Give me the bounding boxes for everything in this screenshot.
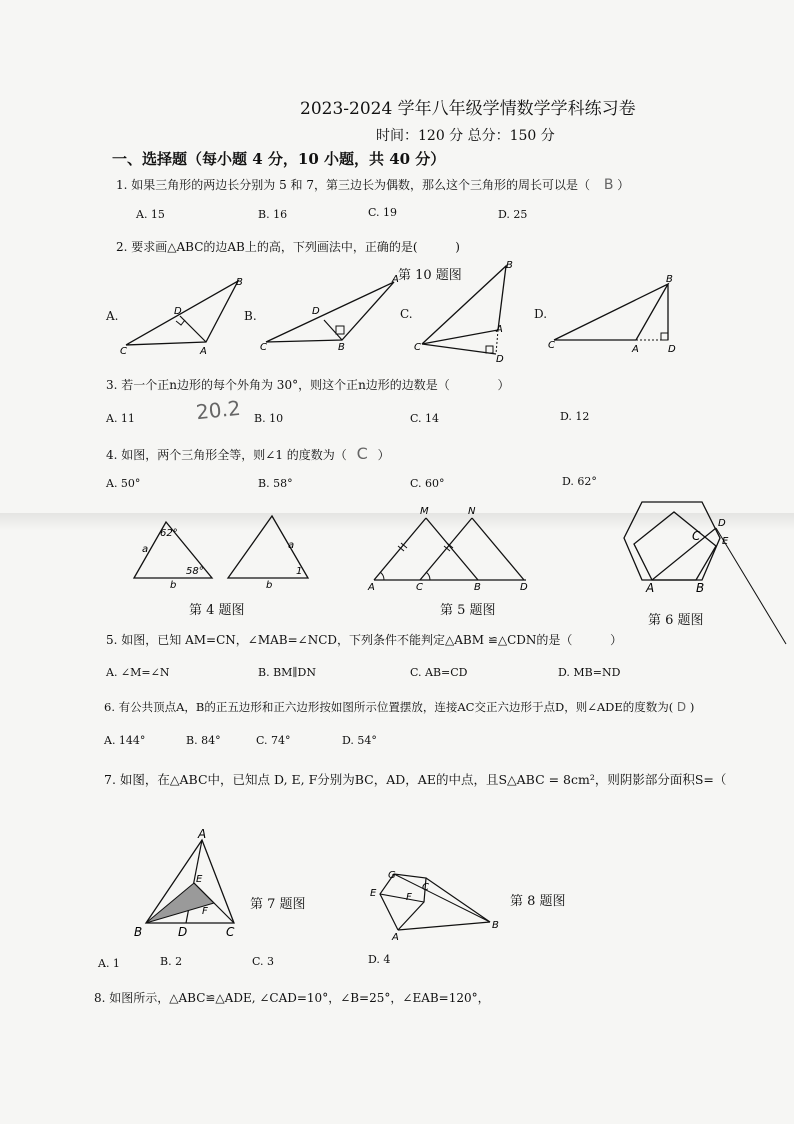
handwritten-note-q4: C (356, 444, 368, 463)
fig5-label-b: B (474, 582, 481, 593)
fig6-label-b: B (696, 581, 705, 595)
time-score-line: 时间：120 分 总分：150 分 (376, 128, 555, 144)
q2-figure-d (546, 270, 686, 360)
fig8-label-a: A (392, 932, 399, 943)
fig4-angle-1: 1 (296, 566, 303, 577)
q2a-label-b: B (236, 277, 243, 288)
figure-6 (618, 492, 794, 642)
fig7-label-f: F (202, 906, 208, 917)
fig7-label-c: C (226, 925, 235, 939)
q6-option-b: B. 84° (186, 734, 221, 747)
fig8-label-g: G (388, 870, 396, 881)
question-2-text: 2. 要求画△ABC的边AB上的高，下列画法中，正确的是( (116, 240, 418, 254)
question-2-close: ) (455, 240, 460, 254)
q6-option-a: A. 144° (104, 734, 146, 747)
q2-option-a-letter: A. (106, 309, 119, 323)
figure-caption-5: 第 5 题图 (440, 603, 496, 618)
fig8-label-f: F (406, 892, 412, 903)
q3-option-c: C. 14 (410, 412, 440, 425)
question-6-text: 6. 有公共顶点A，B的正五边形和正六边形按如图所示位置摆放，连接AC交正六边形于点D，则∠ADE的度数为( (104, 700, 674, 714)
q2c-label-b: B (506, 260, 513, 271)
q4-option-c: C. 60° (410, 477, 445, 490)
fig7-label-d: D (178, 925, 188, 939)
q2d-label-c: C (548, 340, 555, 351)
q1-option-a: A. 15 (136, 208, 165, 221)
fig4-angle-62: 62° (160, 528, 178, 539)
q2b-label-c: C (260, 342, 267, 353)
section-heading: 一、选择题（每小题 4 分，10 小题，共 40 分） (112, 150, 446, 168)
q5-option-a: A. ∠M=∠N (106, 666, 170, 679)
fig5-label-m: M (420, 506, 429, 517)
q2-figure-b (258, 270, 408, 360)
question-4 (106, 444, 390, 463)
fig6-label-d: D (718, 518, 726, 529)
fig6-label-c: C (692, 529, 701, 543)
question-3-close: ） (497, 378, 510, 392)
fig5-label-c: C (416, 582, 423, 593)
question-7: 7. 如图，在△ABC中，已知点 D, E, F分别为BC，AD，AE的中点，且S△ABC = 8cm²，则阴影部分面积S=（ (104, 772, 727, 787)
q2d-label-d: D (668, 344, 676, 355)
question-8: 8. 如图所示，△ABC≌△ADE, ∠CAD=10°，∠B=25°，∠EAB=120°， (94, 991, 490, 1005)
fig4-side-b-left: b (170, 580, 177, 591)
figure-4 (126, 512, 326, 592)
fig5-label-a: A (368, 582, 375, 593)
q5-option-d: D. MB=ND (558, 666, 621, 679)
fig4-side-a-left: a (142, 544, 149, 555)
figure-caption-10: 第 10 题图 (398, 268, 462, 283)
q2d-label-a: A (632, 344, 639, 355)
handwritten-note-q6: D (676, 700, 687, 714)
answer-mark: B (603, 177, 614, 193)
q2a-label-c: C (120, 346, 127, 357)
q3-option-a: A. 11 (106, 412, 135, 425)
question-4-close: ） (377, 448, 390, 462)
fig8-label-e: E (370, 888, 377, 899)
fig4-side-a-right: a (288, 540, 295, 551)
q2d-label-b: B (666, 274, 673, 285)
figure-caption-7: 第 7 题图 (250, 897, 306, 912)
q1-option-d: D. 25 (498, 208, 528, 221)
q1-option-b: B. 16 (258, 208, 288, 221)
q3-option-b: B. 10 (254, 412, 284, 425)
q2b-label-b: B (338, 342, 345, 353)
q3-option-d: D. 12 (560, 410, 590, 423)
handwritten-note-q3: 20.2 (194, 395, 242, 425)
fig6-label-e: E (722, 536, 729, 547)
question-1 (116, 176, 629, 193)
question-1-text: 1. 如果三角形的两边长分别为 5 和 7，第三边长为偶数，那么这个三角形的周长可以是（ (116, 178, 590, 192)
fig4-angle-58: 58° (186, 566, 204, 577)
q2-option-c-letter: C. (400, 307, 413, 321)
q2-option-d-letter: D. (534, 307, 548, 321)
q2-figure-c (414, 258, 524, 368)
q2-option-b-letter: B. (244, 309, 257, 323)
q5-option-c: C. AB=CD (410, 666, 468, 679)
q2a-label-a: A (200, 346, 207, 357)
question-5-text: 5. 如图，已知 AM=CN，∠MAB=∠NCD，下列条件不能判定△ABM ≌△CDN的是（ (106, 633, 573, 647)
question-3-text: 3. 若一个正n边形的每个外角为 30°，则这个正n边形的边数是（ (106, 378, 450, 392)
q2c-label-c: C (414, 342, 421, 353)
q1-option-c: C. 19 (368, 206, 398, 219)
question-6-close: ) (689, 700, 695, 714)
fig7-label-a: A (198, 827, 207, 841)
question-6 (104, 699, 694, 715)
fig7-label-b: B (134, 925, 143, 939)
fig5-label-n: N (468, 506, 476, 517)
q7-option-b: B. 2 (160, 955, 183, 968)
figure-caption-8: 第 8 题图 (510, 894, 566, 909)
fig5-label-d: D (520, 582, 528, 593)
q2-figure-a (118, 272, 248, 362)
q6-option-c: C. 74° (256, 734, 291, 747)
figure-caption-6: 第 6 题图 (648, 613, 704, 628)
q2c-label-a: A (496, 324, 503, 335)
q2b-label-a: A (392, 274, 399, 285)
q5-option-b: B. BM∥DN (258, 666, 316, 679)
fig6-label-a: A (646, 581, 655, 595)
q2a-label-d: D (174, 306, 182, 317)
question-3 (106, 376, 509, 393)
q4-option-a: A. 50° (106, 477, 141, 490)
question-4-text: 4. 如图，两个三角形全等，则∠1 的度数为（ (106, 448, 347, 462)
q6-option-d: D. 54° (342, 734, 377, 747)
question-2 (116, 238, 460, 255)
q2b-label-d: D (312, 306, 320, 317)
fig4-side-b-right: b (266, 580, 273, 591)
page-title: 2023-2024 学年八年级学情数学学科练习卷 (300, 99, 636, 119)
fig7-label-e: E (196, 874, 203, 885)
question-5-close: ） (610, 633, 623, 647)
figure-8 (366, 856, 516, 943)
figure-caption-4: 第 4 题图 (189, 603, 245, 618)
q7-option-a: A. 1 (98, 957, 120, 970)
fig8-label-b: B (492, 920, 499, 931)
question-1-close: ） (617, 178, 630, 192)
q7-option-d: D. 4 (368, 953, 391, 966)
figure-5 (366, 504, 536, 594)
question-5 (106, 631, 622, 648)
q4-option-d: D. 62° (562, 475, 597, 488)
fig8-label-c: C (422, 882, 429, 893)
q2c-label-d: D (496, 354, 504, 365)
q7-option-c: C. 3 (252, 955, 275, 968)
q4-option-b: B. 58° (258, 477, 293, 490)
figure-7 (130, 828, 250, 940)
